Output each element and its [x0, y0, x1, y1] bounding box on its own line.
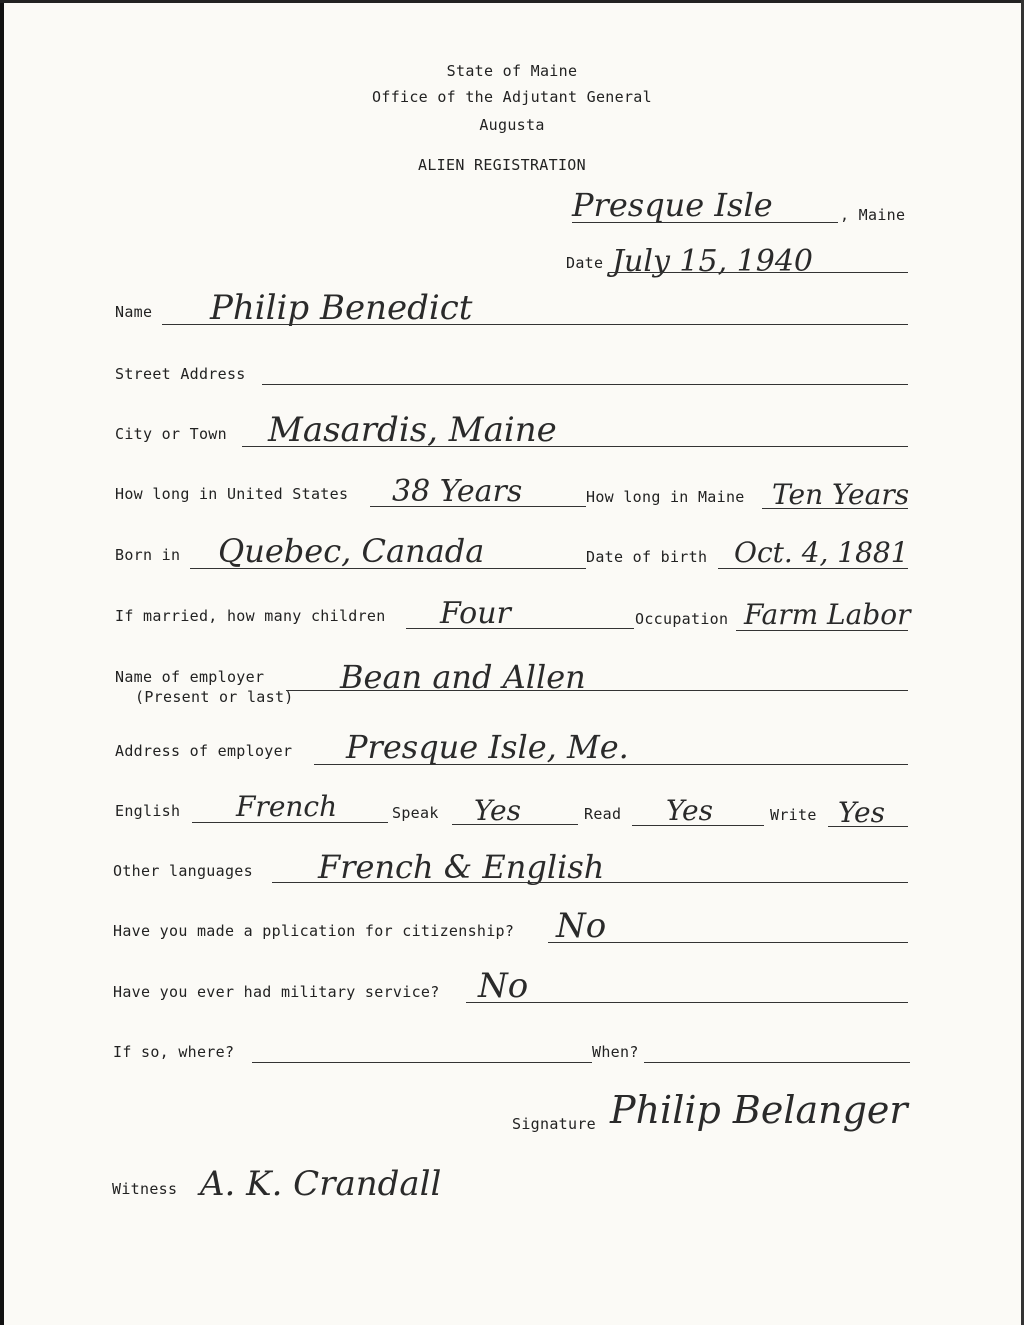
- write-value: Yes: [838, 796, 885, 829]
- name-label: Name: [115, 303, 153, 321]
- place-line: [572, 222, 838, 223]
- military-value: No: [478, 966, 529, 1006]
- scan-edge-top: [0, 0, 1024, 3]
- write-label: Write: [770, 806, 817, 824]
- employer-label: Name of employer: [115, 668, 265, 686]
- english-value: French: [236, 790, 338, 823]
- street-line: [262, 384, 908, 385]
- city-town-value: Masardis, Maine: [268, 410, 557, 450]
- born-in-value: Quebec, Canada: [218, 532, 485, 570]
- children-value: Four: [440, 596, 511, 631]
- where-label: If so, where?: [113, 1043, 235, 1061]
- name-value: Philip Benedict: [210, 288, 473, 328]
- witness-value: A. K. Crandall: [200, 1164, 442, 1204]
- date-label: Date: [566, 254, 604, 272]
- header-state: State of Maine: [446, 62, 578, 80]
- read-line: [632, 825, 764, 826]
- where-line: [252, 1062, 592, 1063]
- when-line: [644, 1062, 910, 1063]
- occupation-value: Farm Labor: [744, 598, 911, 631]
- city-town-label: City or Town: [115, 425, 227, 443]
- military-label: Have you ever had military service?: [113, 983, 440, 1001]
- date-of-birth-value: Oct. 4, 1881: [734, 536, 909, 569]
- employer-address-value: Presque Isle, Me.: [346, 728, 629, 766]
- other-languages-label: Other languages: [113, 862, 253, 880]
- children-line: [406, 628, 634, 629]
- english-line: [192, 822, 388, 823]
- how-long-us-line: [370, 506, 586, 507]
- employer-value: Bean and Allen: [340, 658, 586, 696]
- english-label: English: [115, 802, 181, 820]
- how-long-maine-value: Ten Years: [772, 478, 910, 511]
- born-in-label: Born in: [115, 546, 181, 564]
- speak-value: Yes: [474, 794, 521, 827]
- date-of-birth-line: [718, 568, 908, 569]
- date-value: July 15, 1940: [612, 244, 814, 279]
- born-in-line: [190, 568, 586, 569]
- citizenship-line: [548, 942, 908, 943]
- date-line: [608, 272, 908, 273]
- military-line: [466, 1002, 908, 1003]
- city-town-line: [242, 446, 908, 447]
- employer-line: [286, 690, 908, 691]
- citizenship-label: Have you made a pplication for citizenship?: [113, 922, 515, 940]
- employer-note: (Present or last): [135, 688, 294, 706]
- date-of-birth-label: Date of birth: [586, 548, 708, 566]
- header-city: Augusta: [479, 116, 545, 134]
- place-suffix-label: , Maine: [840, 206, 906, 224]
- write-line: [828, 826, 908, 827]
- speak-label: Speak: [392, 804, 439, 822]
- how-long-us-label: How long in United States: [115, 485, 349, 503]
- how-long-maine-label: How long in Maine: [586, 488, 745, 506]
- occupation-line: [736, 630, 908, 631]
- other-languages-value: French & English: [318, 848, 605, 886]
- read-value: Yes: [666, 794, 713, 827]
- employer-address-label: Address of employer: [115, 742, 293, 760]
- scan-edge-left: [0, 0, 4, 1325]
- occupation-label: Occupation: [635, 610, 729, 628]
- other-languages-line: [272, 882, 908, 883]
- when-label: When?: [592, 1043, 639, 1061]
- children-label: If married, how many children: [115, 607, 386, 625]
- read-label: Read: [584, 805, 622, 823]
- name-line: [162, 324, 908, 325]
- citizenship-value: No: [556, 906, 607, 946]
- place-value: Presque Isle: [572, 186, 773, 224]
- employer-address-line: [314, 764, 908, 765]
- signature-value: Philip Belanger: [610, 1088, 908, 1132]
- signature-label: Signature: [512, 1115, 596, 1133]
- form-title: ALIEN REGISTRATION: [418, 156, 586, 174]
- street-label: Street Address: [115, 365, 246, 383]
- speak-line: [452, 824, 578, 825]
- how-long-us-value: 38 Years: [392, 474, 523, 509]
- how-long-maine-line: [762, 508, 908, 509]
- witness-label: Witness: [112, 1180, 178, 1198]
- header-office: Office of the Adjutant General: [372, 88, 652, 106]
